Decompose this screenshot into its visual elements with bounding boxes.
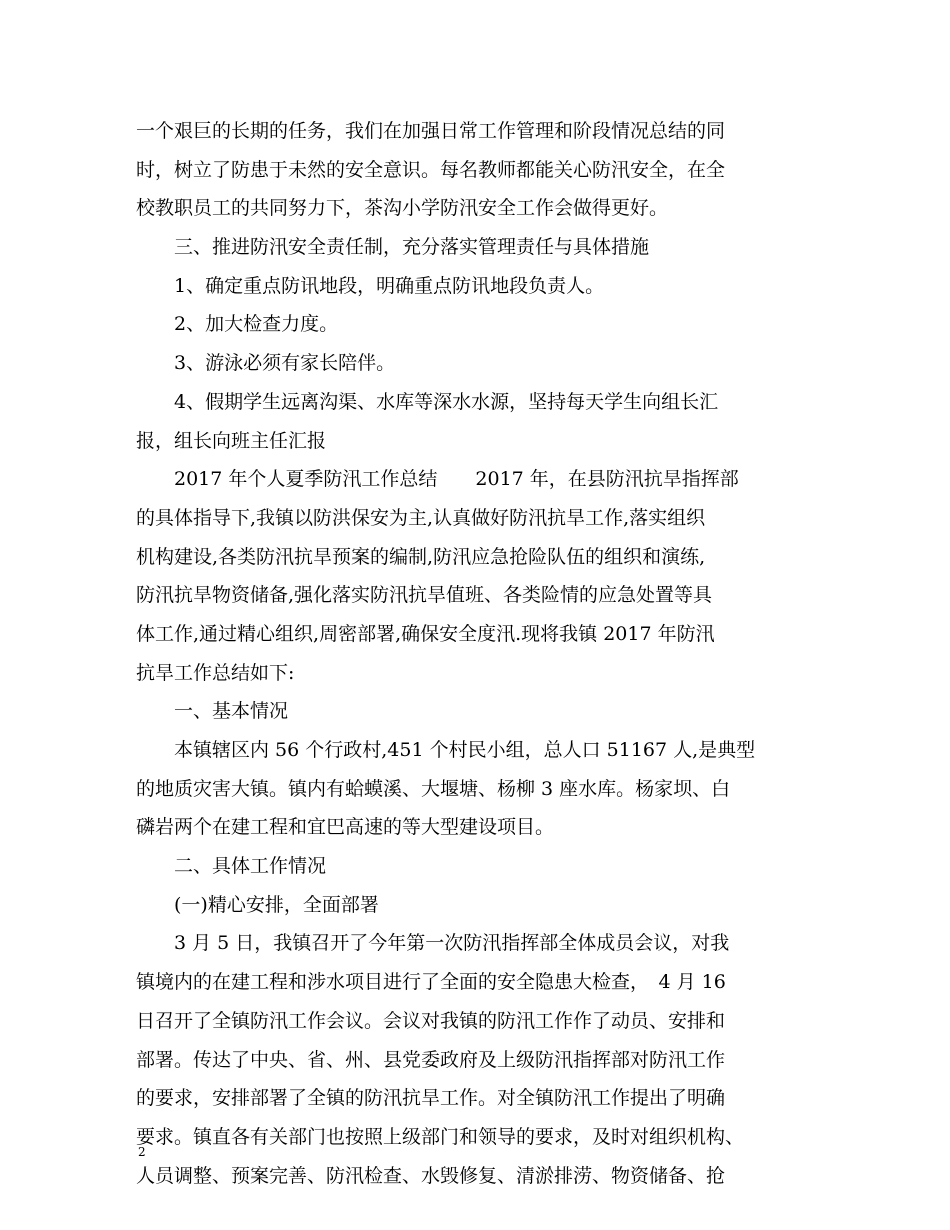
- text-line: 的地质灾害大镇。镇内有蛤蟆溪、大堰塘、杨柳 3 座水库。杨家坝、白: [136, 777, 731, 800]
- text-line: 3 月 5 日，我镇召开了今年第一次防汛指挥部全体成员会议，对我: [174, 932, 730, 955]
- text-line: 三、推进防汛安全责任制，充分落实管理责任与具体措施: [174, 236, 650, 259]
- text-line: 机构建设,各类防汛抗旱预案的编制,防汛应急抢险队伍的组织和演练,: [136, 545, 706, 568]
- text-line: 3、游泳必须有家长陪伴。: [174, 352, 396, 375]
- text-line: 要求。镇直各有关部门也按照上级部门和领导的要求，及时对组织机构、: [136, 1125, 745, 1148]
- text-line: 校教职员工的共同努力下，茶沟小学防汛安全工作会做得更好。: [136, 197, 669, 220]
- text-line: 二、具体工作情况: [174, 855, 327, 878]
- text-line: 抗旱工作总结如下:: [136, 661, 295, 684]
- text-line: 磷岩两个在建工程和宜巴高速的等大型建设项目。: [136, 816, 555, 839]
- document-body: [136, 112, 816, 1195]
- text-line: 一个艰巨的长期的任务，我们在加强日常工作管理和阶段情况总结的同: [136, 120, 726, 142]
- text-line: 体工作,通过精心组织,周密部署,确保安全度汛.现将我镇 2017 年防汛: [136, 622, 715, 645]
- text-line: 一、基本情况: [174, 700, 289, 723]
- text-line: 时，树立了防患于未然的安全意识。每名教师都能关心防汛安全，在全: [136, 158, 726, 181]
- text-line: 部署。传达了中央、省、州、县党委政府及上级防汛指挥部对防汛工作: [136, 1048, 726, 1071]
- text-line: 防汛抗旱物资储备,强化落实防汛抗旱值班、各类险情的应急处置等具: [136, 584, 713, 607]
- text-line: 本镇辖区内 56 个行政村,451 个村民小组，总人口 51167 人,是典型: [174, 739, 756, 761]
- page-number: 2: [138, 1145, 146, 1159]
- text-line: 镇境内的在建工程和涉水项目进行了全面的安全隐患大检查， 4 月 16: [136, 971, 726, 994]
- text-line: 报，组长向班主任汇报: [136, 429, 327, 452]
- text-line: 4、假期学生远离沟渠、水库等深水水源，坚持每天学生向组长汇: [174, 390, 719, 413]
- text-line: 2017 年个人夏季防汛工作总结 2017 年，在县防汛抗旱指挥部: [174, 468, 739, 491]
- text-line: 的具体指导下,我镇以防洪保安为主,认真做好防汛抗旱工作,落实组织: [136, 506, 706, 529]
- text-line: 日召开了全镇防汛工作会议。会议对我镇的防汛工作作了动员、安排和: [136, 1009, 726, 1032]
- text-line: (一)精心安排，全面部署: [174, 893, 379, 916]
- text-line: 的要求，安排部署了全镇的防汛抗旱工作。对全镇防汛工作提出了明确: [136, 1087, 726, 1110]
- text-line: 1、确定重点防讯地段，明确重点防讯地段负责人。: [174, 274, 605, 297]
- text-line: 人员调整、预案完善、防汛检查、水毁修复、清淤排涝、物资储备、抢: [136, 1164, 726, 1187]
- text-line: 2、加大检查力度。: [174, 313, 339, 336]
